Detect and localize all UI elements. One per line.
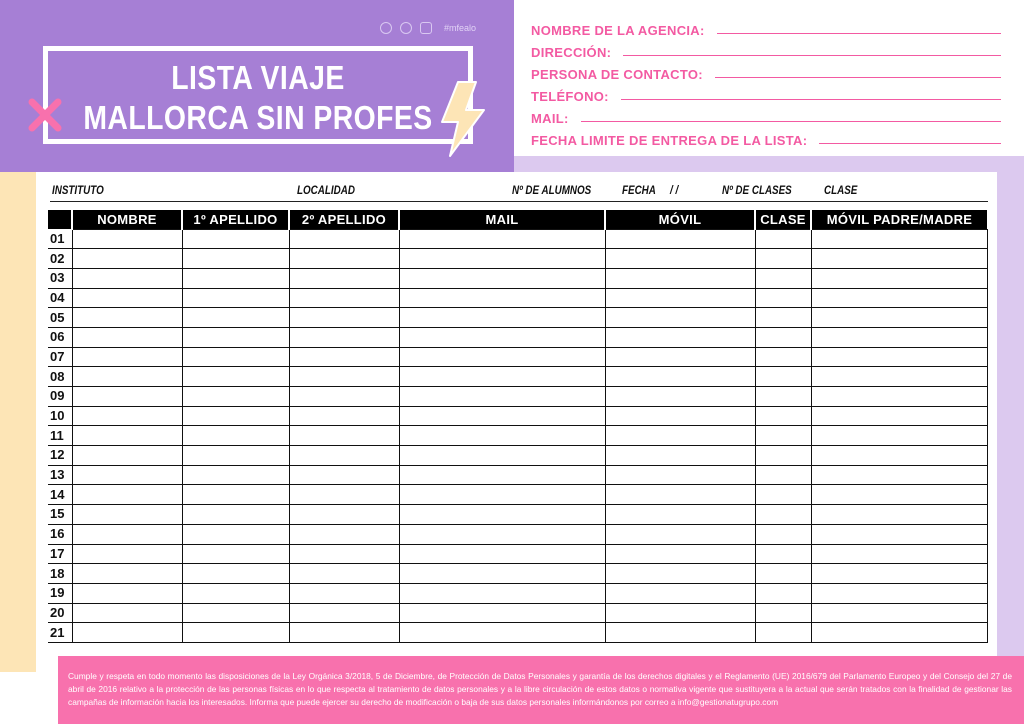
table-cell[interactable] — [182, 623, 289, 643]
table-cell[interactable] — [605, 327, 755, 347]
table-cell[interactable] — [399, 347, 605, 367]
table-cell[interactable] — [605, 446, 755, 466]
column-header-clase: CLASE — [755, 210, 811, 229]
hashtag: #mfealo — [444, 23, 477, 33]
table-cell[interactable] — [605, 426, 755, 446]
table-cell[interactable] — [182, 327, 289, 347]
table-cell[interactable] — [289, 249, 399, 269]
table-cell[interactable] — [811, 387, 987, 407]
table-cell[interactable] — [399, 367, 605, 387]
table-cell[interactable] — [182, 229, 289, 249]
deadline-field[interactable] — [531, 126, 1001, 148]
table-cell[interactable] — [182, 564, 289, 584]
table-cell[interactable] — [182, 426, 289, 446]
table-row — [48, 406, 987, 426]
row-number-header — [48, 210, 72, 229]
table-cell[interactable] — [755, 623, 811, 643]
table-cell[interactable] — [72, 288, 182, 308]
table-cell[interactable] — [182, 367, 289, 387]
table-cell[interactable] — [399, 229, 605, 249]
row-number: 21 — [48, 623, 72, 643]
table-cell[interactable] — [811, 623, 987, 643]
contact-person-line[interactable] — [715, 77, 1001, 78]
table-cell[interactable] — [399, 505, 605, 525]
table-cell[interactable] — [182, 485, 289, 505]
table-cell[interactable] — [605, 485, 755, 505]
row-number: 16 — [48, 524, 72, 544]
table-cell[interactable] — [755, 564, 811, 584]
clase-label: CLASE — [824, 183, 858, 197]
table-cell[interactable] — [399, 564, 605, 584]
table-row — [48, 387, 987, 407]
row-number: 12 — [48, 446, 72, 466]
table-cell[interactable] — [182, 446, 289, 466]
table-cell[interactable] — [72, 426, 182, 446]
table-cell[interactable] — [811, 268, 987, 288]
table-cell[interactable] — [399, 544, 605, 564]
table-cell[interactable] — [72, 564, 182, 584]
table-cell[interactable] — [399, 327, 605, 347]
table-cell[interactable] — [72, 327, 182, 347]
instituto-label: INSTITUTO — [52, 183, 104, 197]
column-header-movil: MÓVIL — [605, 210, 755, 229]
table-cell[interactable] — [72, 387, 182, 407]
table-cell[interactable] — [811, 406, 987, 426]
table-cell[interactable] — [182, 524, 289, 544]
table-cell[interactable] — [72, 583, 182, 603]
table-row — [48, 288, 987, 308]
table-cell[interactable] — [605, 544, 755, 564]
instagram-icon[interactable] — [380, 22, 392, 34]
table-cell[interactable] — [289, 446, 399, 466]
table-cell[interactable] — [289, 465, 399, 485]
address-field[interactable] — [531, 38, 1001, 60]
table-cell[interactable] — [72, 544, 182, 564]
table-cell[interactable] — [605, 623, 755, 643]
table-cell[interactable] — [289, 327, 399, 347]
table-cell[interactable] — [289, 505, 399, 525]
table-cell[interactable] — [811, 347, 987, 367]
phone-line[interactable] — [621, 99, 1001, 100]
table-cell[interactable] — [289, 268, 399, 288]
table-cell[interactable] — [811, 229, 987, 249]
table-cell[interactable] — [399, 623, 605, 643]
table-cell[interactable] — [755, 387, 811, 407]
table-cell[interactable] — [72, 308, 182, 328]
row-number: 14 — [48, 485, 72, 505]
column-header-apellido2: 2º APELLIDO — [289, 210, 399, 229]
table-cell[interactable] — [182, 387, 289, 407]
table-cell[interactable] — [72, 446, 182, 466]
phone-field[interactable] — [531, 82, 1001, 104]
localidad-label: LOCALIDAD — [297, 183, 355, 197]
table-row — [48, 603, 987, 623]
table-row — [48, 367, 987, 387]
row-number: 03 — [48, 268, 72, 288]
table-header-row — [48, 210, 987, 229]
table-cell[interactable] — [72, 524, 182, 544]
table-cell[interactable] — [72, 249, 182, 269]
table-cell[interactable] — [289, 485, 399, 505]
table-row — [48, 485, 987, 505]
column-header-nombre: NOMBRE — [72, 210, 182, 229]
table-cell[interactable] — [811, 327, 987, 347]
phone-label: TELÉFONO: — [531, 89, 609, 104]
table-cell[interactable] — [72, 229, 182, 249]
table-cell[interactable] — [755, 367, 811, 387]
alumnos-label: Nº DE ALUMNOS — [512, 183, 592, 197]
table-cell[interactable] — [399, 465, 605, 485]
row-number: 10 — [48, 406, 72, 426]
table-cell[interactable] — [399, 288, 605, 308]
table-cell[interactable] — [289, 229, 399, 249]
table-cell[interactable] — [811, 288, 987, 308]
table-cell[interactable] — [755, 426, 811, 446]
row-number: 04 — [48, 288, 72, 308]
row-number: 13 — [48, 465, 72, 485]
table-cell[interactable] — [811, 505, 987, 525]
table-cell[interactable] — [605, 583, 755, 603]
row-number: 02 — [48, 249, 72, 269]
table-cell[interactable] — [289, 603, 399, 623]
table-cell[interactable] — [605, 268, 755, 288]
table-cell[interactable] — [289, 544, 399, 564]
column-header-movil-padre-madre: MÓVIL PADRE/MADRE — [811, 210, 987, 229]
table-cell[interactable] — [289, 426, 399, 446]
table-cell[interactable] — [811, 308, 987, 328]
table-cell[interactable] — [811, 603, 987, 623]
table-row — [48, 268, 987, 288]
table-cell[interactable] — [182, 465, 289, 485]
table-cell[interactable] — [399, 524, 605, 544]
tiktok-icon[interactable] — [400, 22, 412, 34]
clases-label: Nº DE CLASES — [722, 183, 792, 197]
table-cell[interactable] — [399, 249, 605, 269]
table-cell[interactable] — [72, 465, 182, 485]
table-cell[interactable] — [755, 308, 811, 328]
table-cell[interactable] — [605, 367, 755, 387]
table-cell[interactable] — [811, 485, 987, 505]
school-info-line — [50, 182, 988, 202]
table-cell[interactable] — [182, 249, 289, 269]
table-cell[interactable] — [182, 603, 289, 623]
row-number: 19 — [48, 583, 72, 603]
table-cell[interactable] — [605, 524, 755, 544]
table-cell[interactable] — [289, 288, 399, 308]
table-cell[interactable] — [811, 524, 987, 544]
table-row — [48, 446, 987, 466]
row-number: 15 — [48, 505, 72, 525]
agency-name-field[interactable] — [531, 16, 1001, 38]
table-cell[interactable] — [755, 327, 811, 347]
mail-line[interactable] — [581, 121, 1001, 122]
table-cell[interactable] — [289, 583, 399, 603]
table-cell[interactable] — [72, 623, 182, 643]
table-cell[interactable] — [811, 544, 987, 564]
table-cell[interactable] — [755, 583, 811, 603]
table-row — [48, 347, 987, 367]
table-cell[interactable] — [289, 623, 399, 643]
table-cell[interactable] — [182, 308, 289, 328]
table-row — [48, 465, 987, 485]
table-row — [48, 327, 987, 347]
address-label: DIRECCIÓN: — [531, 45, 612, 60]
table-cell[interactable] — [811, 426, 987, 446]
table-cell[interactable] — [755, 465, 811, 485]
title-frame — [43, 46, 473, 144]
table-cell[interactable] — [605, 347, 755, 367]
table-cell[interactable] — [399, 426, 605, 446]
contact-person-field[interactable] — [531, 60, 1001, 82]
row-number: 18 — [48, 564, 72, 584]
table-row — [48, 623, 987, 643]
table-cell[interactable] — [182, 347, 289, 367]
row-number: 07 — [48, 347, 72, 367]
row-number: 20 — [48, 603, 72, 623]
column-header-apellido1: 1º APELLIDO — [182, 210, 289, 229]
table-cell[interactable] — [755, 485, 811, 505]
table-cell[interactable] — [72, 268, 182, 288]
page-title-line-1: LISTA VIAJE — [171, 59, 345, 96]
table-cell[interactable] — [755, 268, 811, 288]
table-cell[interactable] — [399, 446, 605, 466]
fecha-separators: / / — [670, 183, 679, 197]
student-list-table — [48, 210, 988, 643]
table-row — [48, 308, 987, 328]
table-cell[interactable] — [811, 583, 987, 603]
table-cell[interactable] — [289, 367, 399, 387]
table-cell[interactable] — [605, 249, 755, 269]
table-cell[interactable] — [289, 308, 399, 328]
agency-name-line[interactable] — [717, 33, 1001, 34]
table-cell[interactable] — [72, 347, 182, 367]
table-cell[interactable] — [605, 465, 755, 485]
mail-field[interactable] — [531, 104, 1001, 126]
table-cell[interactable] — [72, 367, 182, 387]
table-cell[interactable] — [755, 249, 811, 269]
table-cell[interactable] — [811, 564, 987, 584]
table-cell[interactable] — [755, 406, 811, 426]
table-cell[interactable] — [811, 249, 987, 269]
table-cell[interactable] — [605, 387, 755, 407]
agency-form — [531, 16, 1001, 148]
table-cell[interactable] — [399, 603, 605, 623]
table-cell[interactable] — [72, 406, 182, 426]
table-cell[interactable] — [605, 505, 755, 525]
table-cell[interactable] — [289, 564, 399, 584]
table-body — [48, 229, 987, 642]
legal-notice: Cumple y respeta en todo momento las disposiciones de la Ley Orgánica 3/2018, 5 de Diciembre, de Protección de Datos Personales y garantía de los derechos digitales y el Reglamento (UE) 2016/679 del Parlamento Europeo y del Consejo del 27 de abril de 2016 relativo a la protección de las personas físicas en lo que respecta al tratamiento de datos personales y a la libre circulación de estos datos o normativa vigente que sustituyera a la actual que serán tratados con la finalidad de gestionar las campañas de información hacia los interesados. Informa que puede ejercer su derecho de modificación o baja de sus datos personales informándonos por correo a info@gestionatugrupo.com — [68, 671, 1012, 707]
table-cell[interactable] — [755, 524, 811, 544]
table-row — [48, 505, 987, 525]
social-links — [380, 22, 476, 34]
table-cell[interactable] — [605, 603, 755, 623]
youtube-icon[interactable] — [420, 22, 432, 34]
table-row — [48, 583, 987, 603]
table-cell[interactable] — [72, 603, 182, 623]
table-cell[interactable] — [755, 544, 811, 564]
table-cell[interactable] — [182, 406, 289, 426]
table-cell[interactable] — [182, 268, 289, 288]
mail-label: MAIL: — [531, 111, 569, 126]
table-cell[interactable] — [399, 485, 605, 505]
table-cell[interactable] — [811, 446, 987, 466]
table-row — [48, 229, 987, 249]
table-cell[interactable] — [755, 603, 811, 623]
table-cell[interactable] — [399, 583, 605, 603]
table-row — [48, 564, 987, 584]
table-cell[interactable] — [289, 524, 399, 544]
table-cell[interactable] — [755, 229, 811, 249]
address-line[interactable] — [623, 55, 1001, 56]
page-title-line-2: MALLORCA SIN PROFES — [83, 99, 433, 136]
table-cell[interactable] — [289, 387, 399, 407]
deadline-label: FECHA LIMITE DE ENTREGA DE LA LISTA: — [531, 133, 808, 148]
column-header-mail: MAIL — [399, 210, 605, 229]
table-cell[interactable] — [399, 308, 605, 328]
row-number: 08 — [48, 367, 72, 387]
row-number: 06 — [48, 327, 72, 347]
table-cell[interactable] — [755, 288, 811, 308]
table-cell[interactable] — [605, 564, 755, 584]
table-cell[interactable] — [182, 505, 289, 525]
row-number: 01 — [48, 229, 72, 249]
table-cell[interactable] — [399, 387, 605, 407]
yellow-strip — [0, 172, 36, 672]
table-cell[interactable] — [399, 406, 605, 426]
table-cell[interactable] — [182, 288, 289, 308]
table-cell[interactable] — [289, 406, 399, 426]
table-cell[interactable] — [811, 367, 987, 387]
table-cell[interactable] — [605, 308, 755, 328]
table-cell[interactable] — [182, 544, 289, 564]
table-cell[interactable] — [72, 505, 182, 525]
table-cell[interactable] — [755, 505, 811, 525]
deadline-line[interactable] — [819, 143, 1001, 144]
row-number: 17 — [48, 544, 72, 564]
agency-name-label: NOMBRE DE LA AGENCIA: — [531, 23, 705, 38]
table-cell[interactable] — [755, 347, 811, 367]
table-row — [48, 426, 987, 446]
lightning-bolt-icon — [436, 80, 488, 158]
table-cell[interactable] — [605, 229, 755, 249]
table-cell[interactable] — [605, 406, 755, 426]
table-cell[interactable] — [755, 446, 811, 466]
cross-icon — [28, 98, 62, 132]
table-row — [48, 249, 987, 269]
table-cell[interactable] — [399, 268, 605, 288]
fecha-label: FECHA — [622, 183, 656, 197]
table-row — [48, 544, 987, 564]
table-row — [48, 524, 987, 544]
table-cell[interactable] — [605, 288, 755, 308]
table-cell[interactable] — [182, 583, 289, 603]
contact-person-label: PERSONA DE CONTACTO: — [531, 67, 703, 82]
row-number: 09 — [48, 387, 72, 407]
row-number: 05 — [48, 308, 72, 328]
row-number: 11 — [48, 426, 72, 446]
table-cell[interactable] — [289, 347, 399, 367]
table-cell[interactable] — [811, 465, 987, 485]
table-cell[interactable] — [72, 485, 182, 505]
